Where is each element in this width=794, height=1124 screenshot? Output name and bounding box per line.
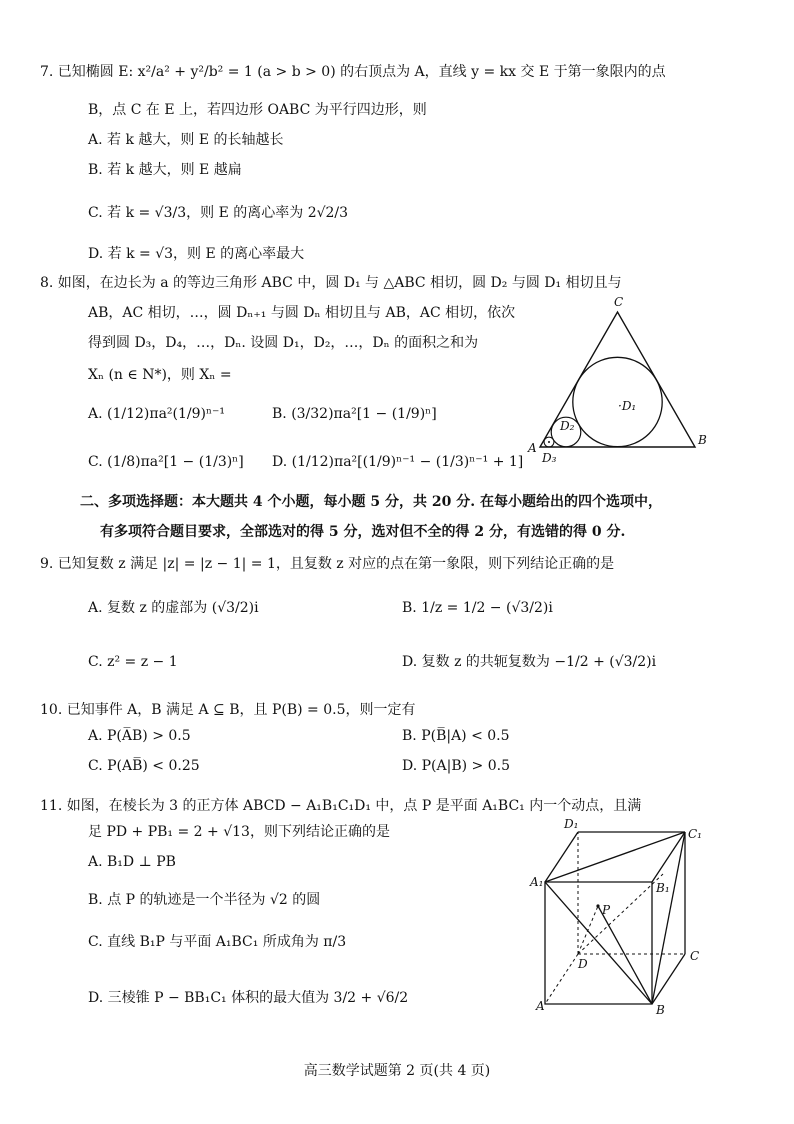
page-footer: 高三数学试题第 2 页(共 4 页) — [303, 1063, 491, 1079]
q11-cube-figure — [528, 814, 718, 1020]
label-d3: D₃ — [542, 451, 557, 465]
label-d1: D₁ — [564, 817, 579, 831]
q8-stem-line3: 得到圆 D₃，D₄，…，Dₙ. 设圆 D₁，D₂，…，Dₙ 的面积之和为 — [88, 335, 479, 351]
q9-option-b: B. 1/z = 1/2 − (√3/2)i — [402, 600, 553, 616]
q7-stem-line2: B，点 C 在 E 上，若四边形 OABC 为平行四边形，则 — [88, 102, 427, 118]
q10-option-d: D. P(A|B) > 0.5 — [402, 758, 510, 774]
q11-stem-line2: 足 PD + PB₁ = 2 + √13，则下列结论正确的是 — [88, 824, 390, 840]
label-vertex-a: A — [528, 441, 537, 455]
q8-stem-line1: 8. 如图，在边长为 a 的等边三角形 ABC 中，圆 D₁ 与 △ABC 相切，圆 D₂ 与圆 D₁ 相切且与 — [40, 275, 622, 291]
q11-stem-line1: 11. 如图，在棱长为 3 的正方体 ABCD − A₁B₁C₁D₁ 中，点 P 是平面 A₁BC₁ 内一个动点，且满 — [40, 798, 642, 814]
q11-option-b: B. 点 P 的轨迹是一个半径为 √2 的圆 — [88, 892, 321, 908]
q8-stem-line2: AB，AC 相切，…，圆 Dₙ₊₁ 与圆 Dₙ 相切且与 AB，AC 相切，依次 — [88, 305, 516, 321]
label-a1: A₁ — [530, 875, 544, 889]
q7-option-b: B. 若 k 越大，则 E 越扁 — [88, 162, 242, 178]
label-b: B — [656, 1003, 665, 1017]
label-b1: B₁ — [656, 881, 670, 895]
label-p: P — [602, 903, 611, 917]
q10-option-a: A. P(A̅B) > 0.5 — [88, 728, 191, 744]
cube-hidden-edges — [545, 832, 685, 1004]
q10-option-b: B. P(B̅|A) < 0.5 — [402, 728, 510, 744]
circle-d3-center — [548, 441, 550, 443]
label-a: A — [536, 999, 545, 1013]
q8-option-b: B. (3/32)πa²[1 − (1/9)ⁿ] — [272, 406, 437, 422]
label-c1: C₁ — [688, 827, 702, 841]
label-vertex-c: C — [614, 295, 624, 309]
q11-option-d: D. 三棱锥 P − BB₁C₁ 体积的最大值为 3/2 + √6/2 — [88, 990, 409, 1006]
q7-stem-line1: 7. 已知椭圆 E: x²/a² + y²/b² = 1 (a > b > 0) 的右顶点为 A，直线 y = kx 交 E 于第一象限内的点 — [40, 64, 666, 80]
label-c: C — [690, 949, 700, 963]
section2-header-line2: 有多项符合题目要求，全部选对的得 5 分，选对但不全的得 2 分，有选错的得 0 分. — [100, 524, 626, 540]
label-d2: D₂ — [560, 419, 575, 433]
q9-option-d: D. 复数 z 的共轭复数为 −1/2 + (√3/2)i — [402, 654, 657, 670]
section2-header-line1: 二、多项选择题：本大题共 4 个小题，每小题 5 分，共 20 分. 在每小题给出的四个选项中， — [80, 494, 662, 510]
q10-option-c: C. P(AB̅) < 0.25 — [88, 758, 200, 774]
q8-option-d: D. (1/12)πa²[(1/9)ⁿ⁻¹ − (1/3)ⁿ⁻¹ + 1] — [272, 454, 524, 470]
point-p — [596, 904, 599, 907]
q8-option-c: C. (1/8)πa²[1 − (1/3)ⁿ] — [88, 454, 244, 470]
cube-visible-edges — [545, 832, 685, 1004]
q9-stem: 9. 已知复数 z 满足 |z| = |z − 1| = 1，且复数 z 对应的点在第一象限，则下列结论正确的是 — [40, 556, 615, 572]
q9-option-c: C. z² = z − 1 — [88, 654, 178, 670]
q10-stem: 10. 已知事件 A，B 满足 A ⊆ B，且 P(B) = 0.5，则一定有 — [40, 702, 416, 718]
label-d: D — [578, 957, 588, 971]
q8-stem-line4: Xₙ (n ∈ N*)，则 Xₙ = — [88, 367, 232, 383]
q7-option-c: C. 若 k = √3/3，则 E 的离心率为 2√2/3 — [88, 205, 349, 221]
q9-option-a: A. 复数 z 的虚部为 (√3/2)i — [88, 600, 259, 616]
q11-option-c: C. 直线 B₁P 与平面 A₁BC₁ 所成角为 π/3 — [88, 934, 347, 950]
q7-option-d: D. 若 k = √3，则 E 的离心率最大 — [88, 246, 305, 262]
q11-option-a: A. B₁D ⊥ PB — [88, 854, 176, 870]
q8-triangle-figure — [520, 292, 720, 472]
label-d1: ·D₁ — [618, 399, 637, 413]
label-vertex-b: B — [698, 433, 707, 447]
q8-option-a: A. (1/12)πa²(1/9)ⁿ⁻¹ — [88, 406, 226, 422]
q7-option-a: A. 若 k 越大，则 E 的长轴越长 — [88, 132, 284, 148]
